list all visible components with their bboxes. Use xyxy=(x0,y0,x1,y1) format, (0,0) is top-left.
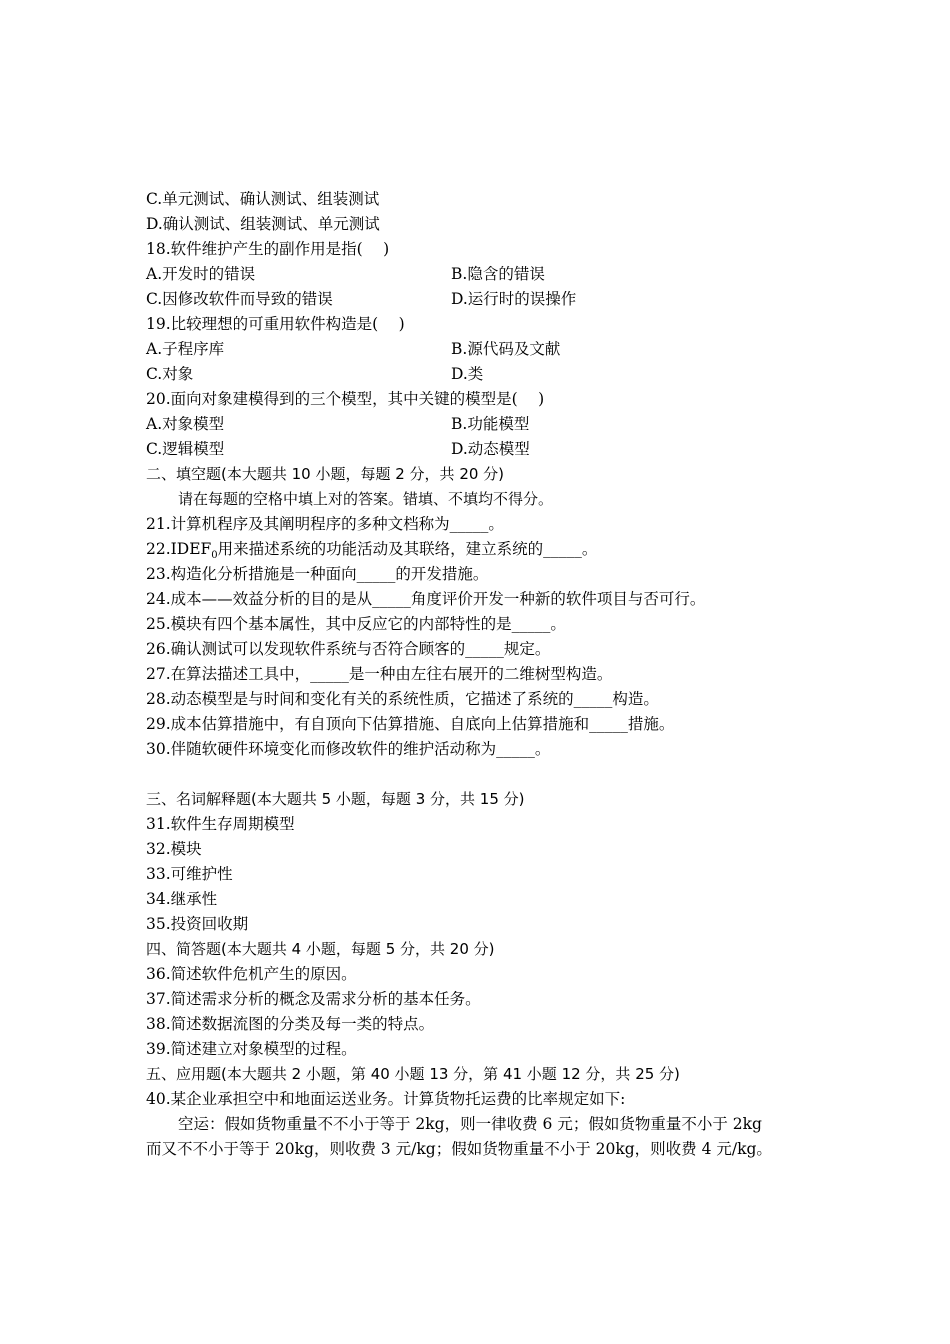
q20-options-ab xyxy=(146,412,826,437)
q20-option-a: A.对象模型 xyxy=(146,415,225,433)
q24: 24.成本——效益分析的目的是从_____角度评价开发一种新的软件项目与否可行。 xyxy=(146,590,706,608)
q32: 32.模块 xyxy=(146,840,202,858)
q17-option-c: C.单元测试、确认测试、组装测试 xyxy=(146,190,380,208)
q18-option-d: D.运行时的误操作 xyxy=(451,290,577,308)
q18-option-b: B.隐含的错误 xyxy=(451,265,545,283)
q20-stem: 20.面向对象建模得到的三个模型，其中关键的模型是( ) xyxy=(146,390,545,408)
section2-instruction: 请在每题的空格中填上对的答案。错填、不填均不得分。 xyxy=(178,490,554,508)
q22-subscript: 0 xyxy=(211,550,218,562)
q23: 23.构造化分析措施是一种面向_____的开发措施。 xyxy=(146,565,489,583)
q17-option-d: D.确认测试、组装测试、单元测试 xyxy=(146,215,380,233)
q25: 25.模块有四个基本属性，其中反应它的内部特性的是_____。 xyxy=(146,615,566,633)
q19-options-ab xyxy=(146,337,826,362)
section-spacer xyxy=(146,762,826,787)
q19-option-a: A.子程序库 xyxy=(146,340,225,358)
q20-option-d: D.动态模型 xyxy=(451,440,530,458)
q26: 26.确认测试可以发现软件系统与否符合顾客的_____规定。 xyxy=(146,640,551,658)
q40-stem: 40.某企业承担空中和地面运送业务。计算货物托运费的比率规定如下: xyxy=(146,1090,626,1108)
q27: 27.在算法描述工具中，_____是一种由左往右展开的二维树型构造。 xyxy=(146,665,613,683)
q18-options-ab xyxy=(146,262,826,287)
q28: 28.动态模型是与时间和变化有关的系统性质，它描述了系统的_____构造。 xyxy=(146,690,659,708)
q22-text: 用来描述系统的功能活动及其联络，建立系统的_____。 xyxy=(217,540,598,558)
q21: 21.计算机程序及其阐明程序的多种文档称为_____。 xyxy=(146,515,504,533)
section3-heading: 三、名词解释题(本大题共 5 小题，每题 3 分，共 15 分) xyxy=(146,790,525,808)
q29: 29.成本估算措施中，有自顶向下估算措施、自底向上估算措施和_____措施。 xyxy=(146,715,675,733)
section2-heading: 二、填空题(本大题共 10 小题，每题 2 分，共 20 分) xyxy=(146,465,505,483)
q36: 36.简述软件危机产生的原因。 xyxy=(146,965,357,983)
q19-stem: 19.比较理想的可重用软件构造是( ) xyxy=(146,315,405,333)
q18-options-cd xyxy=(146,287,826,312)
q34: 34.继承性 xyxy=(146,890,218,908)
q40-paragraph-line1: 空运：假如货物重量不不小于等于 2kg，则一律收费 6 元；假如货物重量不小于 2kg xyxy=(178,1115,762,1133)
q20-option-c: C.逻辑模型 xyxy=(146,440,225,458)
q35: 35.投资回收期 xyxy=(146,915,249,933)
q20-options-cd xyxy=(146,437,826,462)
q19-option-b: B.源代码及文献 xyxy=(451,340,561,358)
q38: 38.简述数据流图的分类及每一类的特点。 xyxy=(146,1015,435,1033)
q22-prefix: 22.IDEF xyxy=(146,540,212,558)
q19-option-c: C.对象 xyxy=(146,365,194,383)
q18-option-c: C.因修改软件而导致的错误 xyxy=(146,290,333,308)
q20-option-b: B.功能模型 xyxy=(451,415,530,433)
q37: 37.简述需求分析的概念及需求分析的基本任务。 xyxy=(146,990,481,1008)
q19-options-cd xyxy=(146,362,826,387)
q22 xyxy=(146,537,826,562)
q30: 30.伴随软硬件环境变化而修改软件的维护活动称为_____。 xyxy=(146,740,551,758)
q33: 33.可维护性 xyxy=(146,865,233,883)
q39: 39.简述建立对象模型的过程。 xyxy=(146,1040,357,1058)
q40-paragraph-line2: 而又不不小于等于 20kg，则收费 3 元/kg；假如货物重量不小于 20kg，则收费 4 元/kg。 xyxy=(146,1140,772,1158)
q31: 31.软件生存周期模型 xyxy=(146,815,295,833)
exam-content xyxy=(146,187,826,1162)
q19-option-d: D.类 xyxy=(451,365,484,383)
section4-heading: 四、简答题(本大题共 4 小题，每题 5 分，共 20 分) xyxy=(146,940,495,958)
section5-heading: 五、应用题(本大题共 2 小题，第 40 小题 13 分，第 41 小题 12 分，共 25 分) xyxy=(146,1065,680,1083)
q18-option-a: A.开发时的错误 xyxy=(146,265,256,283)
q18-stem: 18.软件维护产生的副作用是指( ) xyxy=(146,240,390,258)
